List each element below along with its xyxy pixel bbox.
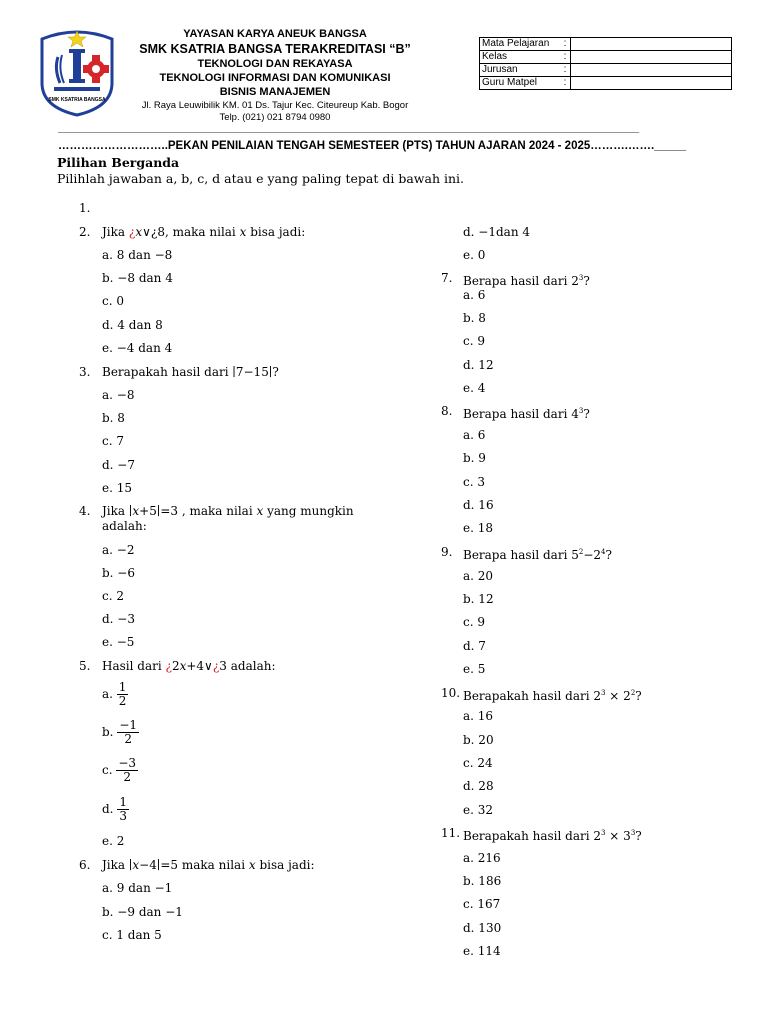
question-8-option-e[interactable]: e. 18 — [463, 521, 493, 535]
question-6-text: Jika ∣x−4∣=5 maka nilai x bisa jadi: — [102, 858, 315, 872]
question-4-text: Jika ∣x+5∣=3 , maka nilai x yang mungkin — [102, 504, 354, 518]
question-8-text: Berapa hasil dari $4^3$? — [463, 407, 590, 421]
question-9-option-e[interactable]: e. 5 — [463, 662, 486, 676]
department-2: TEKNOLOGI INFORMASI DAN KOMUNIKASI — [159, 72, 391, 84]
question-10-text: Berapakah hasil dari $2^3 \times 2^2$? — [463, 689, 642, 703]
question-9-option-d[interactable]: d. 7 — [463, 639, 486, 653]
question-3-number: 3. — [79, 365, 91, 379]
fraction: $\frac{-1}{2}$ — [119, 718, 138, 746]
school-phone: Telp. (021) 021 8794 0980 — [219, 112, 331, 123]
foundation-name: YAYASAN KARYA ANEUK BANGSA — [183, 28, 367, 40]
department-1: TEKNOLOGI DAN REKAYASA — [197, 58, 353, 70]
question-2-option-c[interactable]: c. 0 — [102, 294, 124, 308]
question-4-option-b[interactable]: b. −6 — [102, 566, 135, 580]
question-10-number: 10. — [441, 686, 461, 700]
question-11-option-e[interactable]: e. 114 — [463, 944, 501, 958]
question-7-option-e[interactable]: e. 4 — [463, 381, 486, 395]
question-8-option-b[interactable]: b. 9 — [463, 451, 486, 465]
info-row-major: Jurusan : — [480, 64, 732, 77]
class-field[interactable] — [571, 51, 732, 64]
question-9-option-a[interactable]: a. 20 — [463, 569, 494, 583]
major-field[interactable] — [571, 64, 732, 77]
teacher-field[interactable] — [571, 77, 732, 90]
school-address: Jl. Raya Leuwibilik KM. 01 Ds. Tajur Kec. Citeureup Kab. Bogor — [141, 100, 409, 111]
fraction: $\frac{1}{3}$ — [119, 795, 127, 823]
question-8-option-a[interactable]: a. 6 — [463, 428, 486, 442]
exam-info-table — [479, 37, 732, 90]
question-3-option-e[interactable]: e. 15 — [102, 481, 132, 495]
question-4-text-line2: adalah: — [102, 519, 147, 533]
question-8-option-d[interactable]: d. 16 — [463, 498, 494, 512]
question-7-number: 7. — [441, 271, 453, 285]
info-row-subject: Mata Pelajaran : — [480, 38, 732, 51]
question-3-option-a[interactable]: a. −8 — [102, 388, 135, 402]
question-2-option-e[interactable]: e. −4 dan 4 — [102, 341, 173, 355]
question-9-number: 9. — [441, 545, 453, 559]
question-3-option-d[interactable]: d. −7 — [102, 458, 135, 472]
fraction: $\frac{1}{2}$ — [118, 680, 127, 708]
section-heading: Pilihan Berganda — [57, 155, 180, 170]
fraction: $\frac{-3}{2}$ — [118, 756, 137, 784]
question-4-option-d[interactable]: d. −3 — [102, 612, 135, 626]
instructions: Pilihlah jawaban a, b, c, d atau e yang paling tepat di bawah ini. — [57, 171, 464, 186]
question-3-text: Berapakah hasil dari ∣7−15∣? — [102, 365, 279, 379]
question-10-option-d[interactable]: d. 28 — [463, 779, 494, 793]
question-10-option-c[interactable]: c. 24 — [463, 756, 493, 770]
question-7-option-a[interactable]: a. 6 — [463, 288, 486, 302]
question-5-number: 5. — [79, 659, 91, 673]
question-6-option-b[interactable]: b. −9 dan −1 — [102, 905, 183, 919]
question-5-option-c[interactable]: c. $\frac{-3}{2}$ — [102, 756, 137, 784]
question-6-option-d[interactable]: d. −1dan 4 — [463, 225, 531, 239]
question-10-option-a[interactable]: a. 16 — [463, 709, 494, 723]
question-5-option-a[interactable]: a. $\frac{1}{2}$ — [102, 680, 127, 708]
department-3: BISNIS MANAJEMEN — [219, 86, 331, 98]
question-3-option-c[interactable]: c. 7 — [102, 434, 124, 448]
question-5-option-e[interactable]: e. 2 — [102, 834, 125, 848]
question-2-text: Jika ¿x∨¿8, maka nilai x bisa jadi: — [102, 225, 306, 239]
question-5-option-d[interactable]: d. $\frac{1}{3}$ — [102, 795, 127, 823]
question-11-text: Berapakah hasil dari $2^3 \times 3^3$? — [463, 829, 642, 843]
question-6-option-e[interactable]: e. 0 — [463, 248, 486, 262]
question-3-option-b[interactable]: b. 8 — [102, 411, 125, 425]
question-2-option-b[interactable]: b. −8 dan 4 — [102, 271, 173, 285]
question-10-option-e[interactable]: e. 32 — [463, 803, 493, 817]
question-2-option-a[interactable]: a. 8 dan −8 — [102, 248, 173, 262]
question-9-option-c[interactable]: c. 9 — [463, 615, 485, 629]
question-9-option-b[interactable]: b. 12 — [463, 592, 494, 606]
logo-text: SMK KSATRIA BANGSA — [48, 97, 106, 103]
question-7-text: Berapa hasil dari $2^3$? — [463, 274, 590, 288]
question-5-option-b[interactable]: b. $\frac{-1}{2}$ — [102, 718, 138, 746]
school-name: SMK KSATRIA BANGSA TERAKREDITASI “B” — [139, 42, 411, 56]
question-6-option-c[interactable]: c. 1 dan 5 — [102, 928, 162, 942]
question-4-number: 4. — [79, 504, 91, 518]
question-4-option-c[interactable]: c. 2 — [102, 589, 124, 603]
question-11-option-c[interactable]: c. 167 — [463, 897, 501, 911]
school-logo — [36, 27, 118, 117]
question-8-option-c[interactable]: c. 3 — [463, 475, 485, 489]
question-7-option-b[interactable]: b. 8 — [463, 311, 486, 325]
question-11-option-b[interactable]: b. 186 — [463, 874, 502, 888]
question-1-number: 1. — [79, 201, 91, 215]
header-rule: _______________________________________________________________________________________________ — [58, 122, 640, 134]
question-5-text: Hasil dari ¿2x+4∨¿3 adalah: — [102, 659, 276, 673]
info-row-teacher: Guru Matpel : — [480, 77, 732, 90]
question-11-number: 11. — [441, 826, 461, 840]
exam-title: ………………………..PEKAN PENILAIAN TENGAH SEMESTEER (PTS) TAHUN AJARAN 2024 - 2025……….……._____ — [58, 140, 687, 152]
question-8-number: 8. — [441, 404, 453, 418]
info-row-class: Kelas : — [480, 51, 732, 64]
question-6-option-a[interactable]: a. 9 dan −1 — [102, 881, 173, 895]
question-9-text: Berapa hasil dari $5^2-2^4$? — [463, 548, 612, 562]
question-2-number: 2. — [79, 225, 91, 239]
question-10-option-b[interactable]: b. 20 — [463, 733, 494, 747]
question-7-option-c[interactable]: c. 9 — [463, 334, 485, 348]
question-11-option-a[interactable]: a. 216 — [463, 851, 501, 865]
question-7-option-d[interactable]: d. 12 — [463, 358, 494, 372]
question-4-option-a[interactable]: a. −2 — [102, 543, 135, 557]
question-11-option-d[interactable]: d. 130 — [463, 921, 502, 935]
question-2-option-d[interactable]: d. 4 dan 8 — [102, 318, 163, 332]
subject-field[interactable] — [571, 38, 732, 51]
question-6-number: 6. — [79, 858, 91, 872]
question-4-option-e[interactable]: e. −5 — [102, 635, 135, 649]
